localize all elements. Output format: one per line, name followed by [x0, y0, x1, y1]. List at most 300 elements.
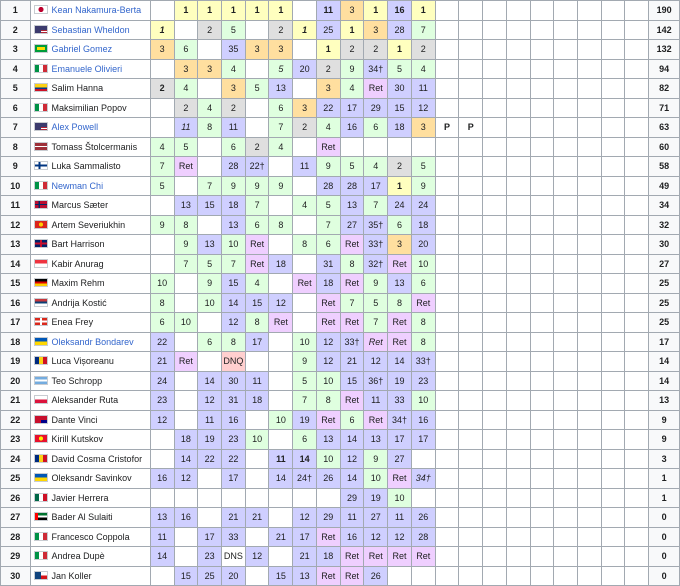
- result-cell: [198, 469, 222, 489]
- result-cell: [578, 254, 602, 274]
- result-cell: [245, 469, 269, 489]
- result-cell: 2: [411, 40, 435, 60]
- driver-link[interactable]: Newman Chi: [51, 180, 104, 191]
- table-row: [1, 98, 680, 118]
- position-cell: 9: [1, 157, 31, 177]
- result-cell: [506, 254, 530, 274]
- result-cell: [435, 79, 459, 99]
- result-cell: Ret: [388, 469, 412, 489]
- result-cell: [554, 508, 578, 528]
- result-cell: [435, 137, 459, 157]
- result-cell: 10: [245, 430, 269, 450]
- result-cell: 3: [245, 40, 269, 60]
- result-cell: [174, 547, 198, 567]
- result-cell: [625, 98, 649, 118]
- result-cell: 9: [150, 215, 174, 235]
- driver-link[interactable]: Alex Powell: [51, 122, 99, 133]
- result-cell: [530, 547, 554, 567]
- rs-flag-icon: [34, 298, 48, 307]
- result-cell: [269, 157, 293, 177]
- result-cell: [601, 371, 625, 391]
- result-cell: 14: [198, 371, 222, 391]
- table-row: [1, 20, 680, 40]
- result-cell: [554, 20, 578, 40]
- position-cell: 15: [1, 274, 31, 294]
- driver-name: Bader Al Sulaiti: [51, 512, 113, 523]
- driver-cell: [30, 566, 150, 586]
- result-cell: 19: [364, 488, 388, 508]
- result-cell: 28: [388, 20, 412, 40]
- result-cell: [601, 274, 625, 294]
- result-cell: 24: [411, 196, 435, 216]
- result-cell: 14: [340, 430, 364, 450]
- result-cell: 22: [222, 449, 246, 469]
- result-cell: [293, 254, 317, 274]
- result-cell: [269, 430, 293, 450]
- jp-flag-icon: [34, 5, 48, 14]
- result-cell: 16: [411, 410, 435, 430]
- result-cell: Ret: [245, 235, 269, 255]
- result-cell: 8: [293, 235, 317, 255]
- result-cell: 2: [340, 40, 364, 60]
- driver-cell[interactable]: [30, 332, 150, 352]
- result-cell: [483, 449, 507, 469]
- table-row: [1, 293, 680, 313]
- result-cell: [435, 254, 459, 274]
- result-cell: [601, 332, 625, 352]
- it-flag-icon: [34, 103, 48, 112]
- result-cell: 18: [316, 547, 340, 567]
- result-cell: [625, 371, 649, 391]
- result-cell: [483, 410, 507, 430]
- table-row: [1, 176, 680, 196]
- result-cell: [601, 196, 625, 216]
- result-cell: [245, 98, 269, 118]
- result-cell: [459, 391, 483, 411]
- result-cell: 1: [316, 40, 340, 60]
- result-cell: 17: [222, 469, 246, 489]
- pl-flag-icon: [34, 395, 48, 404]
- result-cell: 6: [340, 410, 364, 430]
- result-cell: [601, 352, 625, 372]
- result-cell: 28: [411, 527, 435, 547]
- table-row: [1, 157, 680, 177]
- result-cell: 24: [150, 371, 174, 391]
- result-cell: 6: [269, 98, 293, 118]
- driver-name: Salim Hanna: [51, 83, 104, 94]
- result-cell: Ret: [316, 566, 340, 586]
- result-cell: [459, 566, 483, 586]
- result-cell: [530, 98, 554, 118]
- driver-name: Tomass Štolcermanis: [51, 141, 138, 152]
- result-cell: [578, 313, 602, 333]
- result-cell: [530, 488, 554, 508]
- driver-link[interactable]: Sebastian Wheldon: [51, 24, 130, 35]
- points-cell: 132: [649, 40, 680, 60]
- de-flag-icon: [34, 278, 48, 287]
- result-cell: [459, 332, 483, 352]
- result-cell: [578, 430, 602, 450]
- result-cell: 33: [388, 391, 412, 411]
- result-cell: [506, 313, 530, 333]
- result-cell: 1: [388, 176, 412, 196]
- result-cell: 13: [150, 508, 174, 528]
- result-cell: 15: [174, 566, 198, 586]
- points-cell: 58: [649, 157, 680, 177]
- result-cell: [435, 508, 459, 528]
- result-cell: 2: [245, 137, 269, 157]
- result-cell: [435, 157, 459, 177]
- result-cell: 29: [316, 508, 340, 528]
- result-cell: 2: [222, 98, 246, 118]
- position-cell: 14: [1, 254, 31, 274]
- result-cell: [530, 371, 554, 391]
- result-cell: [506, 157, 530, 177]
- result-cell: [483, 469, 507, 489]
- result-cell: 12: [150, 410, 174, 430]
- result-cell: [601, 79, 625, 99]
- result-cell: [506, 547, 530, 567]
- result-cell: [435, 196, 459, 216]
- result-cell: 12: [198, 391, 222, 411]
- result-cell: [483, 332, 507, 352]
- result-cell: [245, 352, 269, 372]
- driver-cell[interactable]: [30, 40, 150, 60]
- result-cell: [578, 508, 602, 528]
- driver-name: Dante Vinci: [51, 414, 98, 425]
- mx-flag-icon: [34, 493, 48, 502]
- result-cell: [554, 313, 578, 333]
- result-cell: [483, 254, 507, 274]
- us-flag-icon: [34, 25, 48, 34]
- result-cell: 9: [174, 235, 198, 255]
- result-cell: [601, 20, 625, 40]
- result-cell: [269, 235, 293, 255]
- result-cell: [483, 352, 507, 372]
- result-cell: [601, 118, 625, 138]
- result-cell: 7: [364, 196, 388, 216]
- result-cell: 25: [316, 20, 340, 40]
- result-cell: [222, 488, 246, 508]
- result-cell: 5: [411, 157, 435, 177]
- result-cell: 11: [245, 371, 269, 391]
- result-cell: [174, 488, 198, 508]
- driver-cell: [30, 469, 150, 489]
- driver-cell[interactable]: [30, 59, 150, 79]
- result-cell: [625, 469, 649, 489]
- table-row: [1, 449, 680, 469]
- result-cell: 10: [198, 293, 222, 313]
- result-cell: [554, 566, 578, 586]
- result-cell: [459, 1, 483, 21]
- result-cell: [459, 254, 483, 274]
- result-cell: [483, 430, 507, 450]
- driver-cell[interactable]: [30, 118, 150, 138]
- result-cell: 16: [222, 410, 246, 430]
- driver-cell[interactable]: [30, 1, 150, 21]
- result-cell: [601, 98, 625, 118]
- driver-cell: [30, 254, 150, 274]
- result-cell: [435, 215, 459, 235]
- result-cell: [388, 137, 412, 157]
- result-cell: [483, 566, 507, 586]
- result-cell: 11: [269, 449, 293, 469]
- driver-cell: [30, 508, 150, 528]
- result-cell: 34†: [388, 410, 412, 430]
- table-row: [1, 59, 680, 79]
- driver-name: Javier Herrera: [51, 492, 109, 503]
- kg-flag-icon: [34, 434, 48, 443]
- result-cell: 8: [222, 332, 246, 352]
- result-cell: [411, 488, 435, 508]
- result-cell: [578, 547, 602, 567]
- driver-cell: [30, 293, 150, 313]
- result-cell: [435, 235, 459, 255]
- result-cell: [625, 137, 649, 157]
- result-cell: P: [459, 118, 483, 138]
- result-cell: 13: [388, 274, 412, 294]
- driver-name: Kabir Anurag: [51, 258, 104, 269]
- result-cell: [459, 98, 483, 118]
- result-cell: [625, 391, 649, 411]
- table-row: [1, 235, 680, 255]
- result-cell: [269, 488, 293, 508]
- result-cell: 16: [174, 508, 198, 528]
- result-cell: 31: [316, 254, 340, 274]
- driver-link[interactable]: Emanuele Olivieri: [51, 63, 123, 74]
- driver-cell: [30, 430, 150, 450]
- result-cell: [578, 40, 602, 60]
- result-cell: 24†: [293, 469, 317, 489]
- result-cell: [530, 566, 554, 586]
- position-cell: 5: [1, 79, 31, 99]
- result-cell: [459, 274, 483, 294]
- result-cell: [150, 488, 174, 508]
- result-cell: [293, 1, 317, 21]
- result-cell: [506, 176, 530, 196]
- position-cell: 8: [1, 137, 31, 157]
- result-cell: [269, 547, 293, 567]
- result-cell: 22: [198, 449, 222, 469]
- result-cell: [293, 40, 317, 60]
- points-cell: 142: [649, 20, 680, 40]
- result-cell: 33†: [340, 332, 364, 352]
- table-row: [1, 274, 680, 294]
- points-cell: 60: [649, 137, 680, 157]
- result-cell: [435, 352, 459, 372]
- result-cell: 11: [411, 79, 435, 99]
- result-cell: [578, 410, 602, 430]
- fi-flag-icon: [34, 161, 48, 170]
- position-cell: 6: [1, 98, 31, 118]
- result-cell: [245, 488, 269, 508]
- result-cell: [554, 332, 578, 352]
- result-cell: 1: [340, 20, 364, 40]
- result-cell: [435, 527, 459, 547]
- result-cell: 1: [388, 40, 412, 60]
- result-cell: [506, 488, 530, 508]
- result-cell: 13: [174, 196, 198, 216]
- driver-name: Jan Koller: [51, 570, 92, 581]
- driver-name: Bart Harrison: [51, 239, 105, 250]
- result-cell: 16: [388, 1, 412, 21]
- result-cell: [601, 1, 625, 21]
- result-cell: [554, 235, 578, 255]
- result-cell: [150, 59, 174, 79]
- result-cell: 20: [293, 59, 317, 79]
- result-cell: [530, 469, 554, 489]
- result-cell: 22: [316, 98, 340, 118]
- result-cell: [435, 1, 459, 21]
- table-row: [1, 1, 680, 21]
- br-flag-icon: [34, 44, 48, 53]
- driver-cell: [30, 98, 150, 118]
- result-cell: 33†: [364, 235, 388, 255]
- result-cell: [554, 469, 578, 489]
- result-cell: DNQ: [222, 352, 246, 372]
- table-row: [1, 488, 680, 508]
- result-cell: [554, 410, 578, 430]
- result-cell: 1: [269, 1, 293, 21]
- result-cell: 28: [222, 157, 246, 177]
- result-cell: [459, 547, 483, 567]
- driver-link[interactable]: Gabriel Gomez: [51, 44, 113, 55]
- driver-cell: [30, 274, 150, 294]
- driver-cell: [30, 215, 150, 235]
- result-cell: [625, 430, 649, 450]
- result-cell: [150, 118, 174, 138]
- driver-link[interactable]: Kean Nakamura-Berta: [51, 5, 142, 16]
- result-cell: 12: [269, 293, 293, 313]
- result-cell: [483, 157, 507, 177]
- result-cell: [601, 488, 625, 508]
- result-cell: [245, 410, 269, 430]
- result-cell: [435, 469, 459, 489]
- result-cell: Ret: [340, 566, 364, 586]
- ar-flag-icon: [34, 376, 48, 385]
- result-cell: 7: [340, 293, 364, 313]
- result-cell: 21: [245, 508, 269, 528]
- result-cell: [269, 371, 293, 391]
- it-flag-icon: [34, 532, 48, 541]
- result-cell: 26: [411, 508, 435, 528]
- table-row: [1, 196, 680, 216]
- result-cell: 22†: [245, 157, 269, 177]
- result-cell: Ret: [316, 410, 340, 430]
- result-cell: [625, 235, 649, 255]
- table-row: [1, 527, 680, 547]
- result-cell: DNS: [222, 547, 246, 567]
- result-cell: [554, 196, 578, 216]
- result-cell: 5: [316, 196, 340, 216]
- result-cell: 33: [222, 527, 246, 547]
- result-cell: 4: [364, 157, 388, 177]
- result-cell: 9: [364, 274, 388, 294]
- points-cell: 13: [649, 391, 680, 411]
- result-cell: [150, 449, 174, 469]
- result-cell: Ret: [388, 332, 412, 352]
- result-cell: 11: [174, 118, 198, 138]
- result-cell: [245, 527, 269, 547]
- driver-cell[interactable]: [30, 176, 150, 196]
- points-cell: 14: [649, 371, 680, 391]
- result-cell: [601, 215, 625, 235]
- result-cell: [554, 59, 578, 79]
- driver-name: Artem Severiukhin: [51, 219, 126, 230]
- points-cell: 190: [649, 1, 680, 21]
- result-cell: 10: [293, 332, 317, 352]
- result-cell: 3: [150, 40, 174, 60]
- result-cell: [554, 98, 578, 118]
- result-cell: 1: [364, 1, 388, 21]
- result-cell: 12: [174, 469, 198, 489]
- result-cell: 18: [245, 391, 269, 411]
- result-cell: [530, 196, 554, 216]
- driver-link[interactable]: Oleksandr Bondarev: [51, 336, 134, 347]
- result-cell: [625, 332, 649, 352]
- result-cell: [601, 59, 625, 79]
- driver-cell[interactable]: [30, 20, 150, 40]
- result-cell: 12: [364, 527, 388, 547]
- result-cell: 30: [222, 371, 246, 391]
- result-cell: [578, 98, 602, 118]
- result-cell: [554, 293, 578, 313]
- result-cell: 28: [340, 176, 364, 196]
- ae-flag-icon: [34, 512, 48, 521]
- driver-cell: [30, 157, 150, 177]
- result-cell: [411, 137, 435, 157]
- result-cell: [459, 157, 483, 177]
- result-cell: [174, 527, 198, 547]
- result-cell: 7: [198, 176, 222, 196]
- result-cell: 36†: [364, 371, 388, 391]
- result-cell: 12: [245, 547, 269, 567]
- position-cell: 26: [1, 488, 31, 508]
- position-cell: 28: [1, 527, 31, 547]
- result-cell: 15: [269, 566, 293, 586]
- result-cell: 3: [388, 235, 412, 255]
- result-cell: [483, 488, 507, 508]
- result-cell: [150, 1, 174, 21]
- result-cell: 5: [269, 59, 293, 79]
- result-cell: [625, 488, 649, 508]
- result-cell: [459, 137, 483, 157]
- result-cell: [578, 176, 602, 196]
- cz-flag-icon: [34, 571, 48, 580]
- result-cell: 14: [388, 352, 412, 372]
- points-cell: 14: [649, 352, 680, 372]
- result-cell: [554, 488, 578, 508]
- result-cell: [625, 196, 649, 216]
- result-cell: Ret: [388, 254, 412, 274]
- result-cell: [459, 59, 483, 79]
- result-cell: [530, 176, 554, 196]
- result-cell: [506, 235, 530, 255]
- result-cell: [530, 215, 554, 235]
- result-cell: Ret: [411, 547, 435, 567]
- result-cell: 21: [150, 352, 174, 372]
- result-cell: 16: [340, 118, 364, 138]
- result-cell: 9: [411, 176, 435, 196]
- driver-cell: [30, 547, 150, 567]
- result-cell: [293, 176, 317, 196]
- ua-flag-icon: [34, 337, 48, 346]
- result-cell: Ret: [174, 157, 198, 177]
- driver-name: Kirill Kutskov: [51, 434, 104, 445]
- result-cell: [530, 137, 554, 157]
- result-cell: 7: [411, 20, 435, 40]
- result-cell: [530, 352, 554, 372]
